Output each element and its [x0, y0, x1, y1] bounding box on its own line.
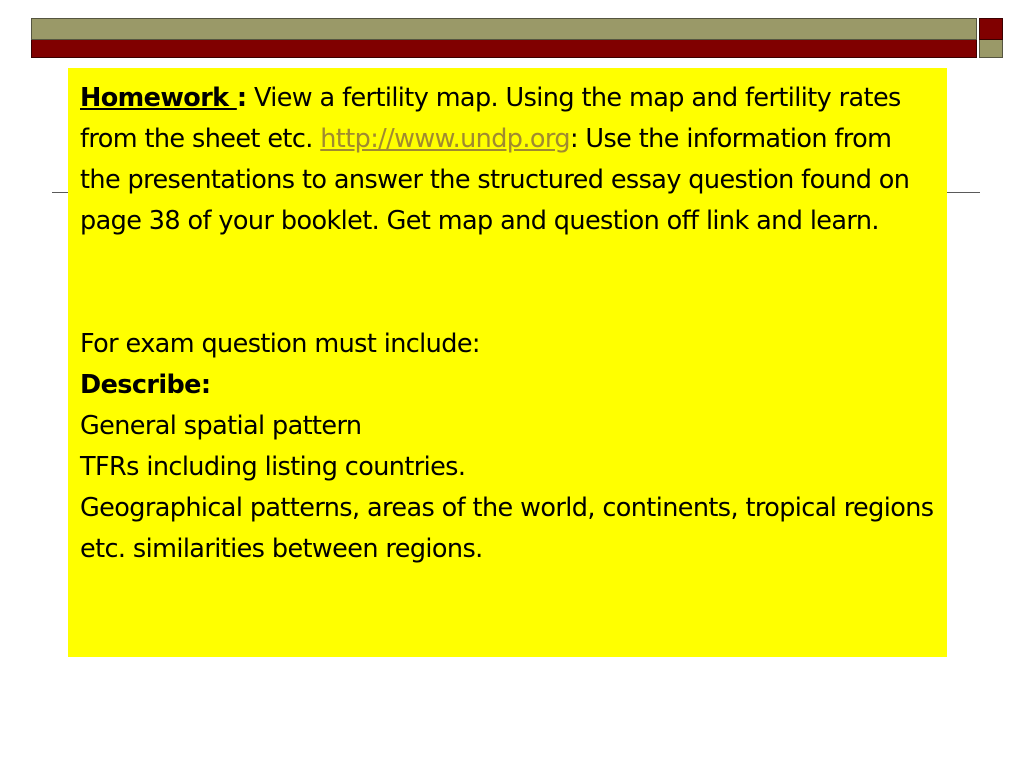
exam-point-tfrs: TFRs including listing countries.	[80, 452, 466, 482]
header-olive-square	[979, 40, 1003, 58]
exam-intro: For exam question must include:	[80, 329, 480, 359]
header-olive-band	[31, 18, 977, 40]
homework-colon: :	[236, 83, 247, 113]
header-maroon-band	[31, 40, 977, 58]
homework-label: Homework	[80, 83, 237, 113]
exam-point-spatial-pattern: General spatial pattern	[80, 411, 362, 441]
undp-link[interactable]: http://www.undp.org	[320, 124, 570, 154]
homework-text-before-link: View a fertility map. Using the map and fertility rates from the sheet etc.	[80, 83, 901, 154]
exam-point-geographical-patterns: Geographical patterns, areas of the world, continents, tropical regions etc. similarities between regions.	[80, 493, 934, 564]
header-maroon-square	[979, 18, 1003, 40]
homework-paragraph	[80, 78, 935, 242]
homework-textbox	[68, 68, 947, 657]
homework-text-after-link: : Use the information from the presentations to answer the structured essay question found on page 38 of your booklet. Get map and question off link and learn.	[80, 124, 910, 236]
paragraph-spacer	[80, 242, 935, 324]
describe-heading: Describe:	[80, 370, 211, 400]
